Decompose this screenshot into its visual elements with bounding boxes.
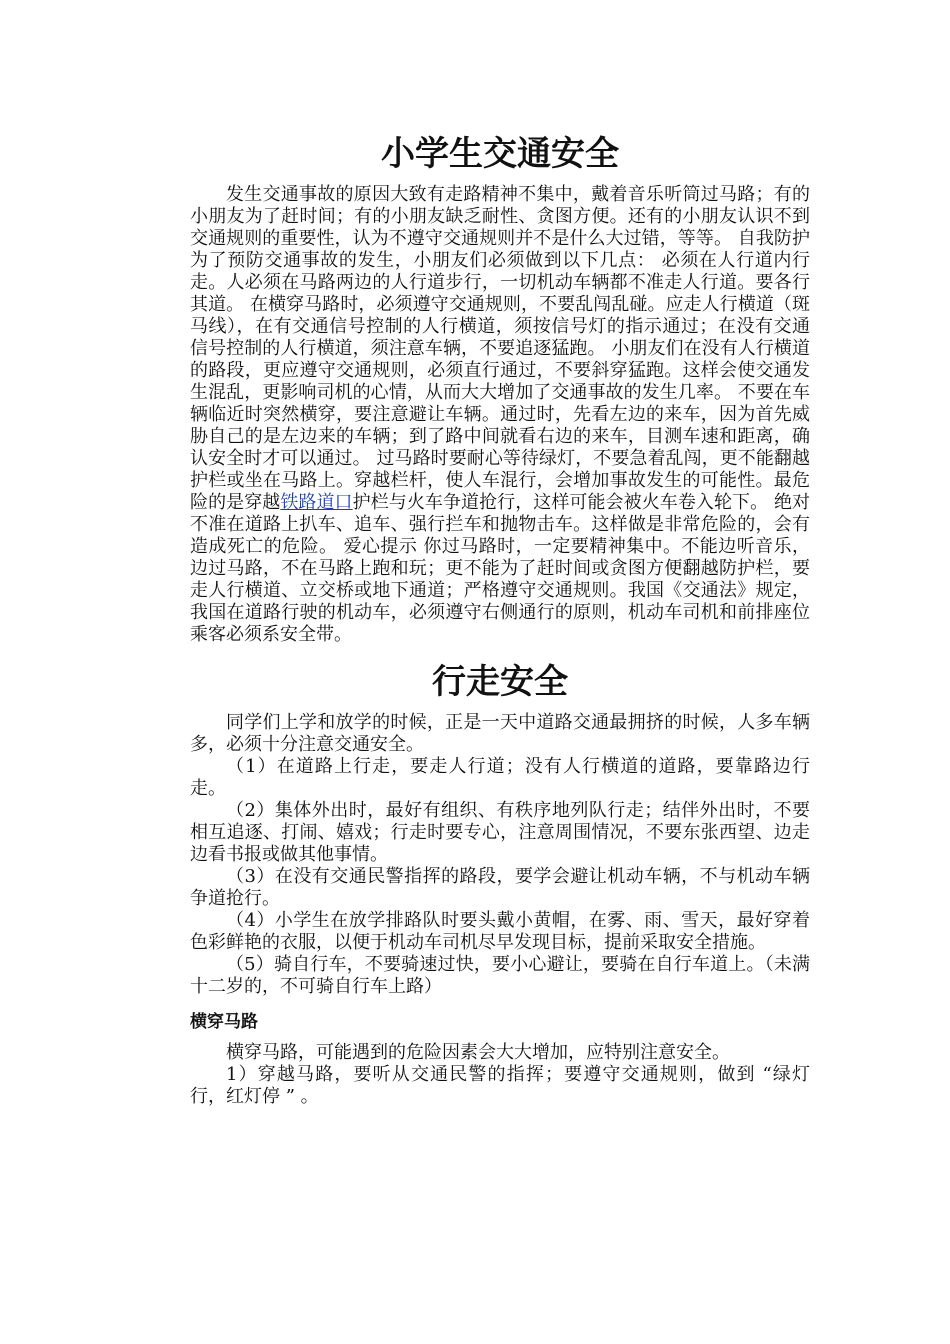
document-body bbox=[190, 128, 810, 1108]
walking-item-2: （2）集体外出时，最好有组织、有秩序地列队行走；结伴外出时，不要相互追逐、打闹、嬉戏；行走时要专心，注意周围情况，不要东张西望、边走边看书报或做其他事情。 bbox=[190, 800, 810, 865]
paragraph-text-part1: 发生交通事故的原因大致有走路精神不集中，戴着音乐听筒过马路；有的小朋友为了赶时间；有的小朋友缺乏耐性、贪图方便。还有的小朋友认识不到交通规则的重要性，认为不遵守交通规则并不是什么大过错，等等。 自我防护 为了预防交通事故的发生，小朋友们必须做到以下几点： 必须在人行道内行走。人必须在马路两边的人行道步行，一切机动车辆都不准走人行道。要各行其道。 在横穿马路时，必须遵守交通规则，不要乱闯乱碰。应走人行横道（斑马线），在有交通信号控制的人行横道，须按信号灯的指示通过；在没有交通信号控制的人行横道，须注意车辆，不要追逐猛跑。 小朋友们在没有人行横道的路段，更应遵守交通规则，必须直行通过，不要斜穿猛跑。这样会使交通发生混乱，更影响司机的心情，从而大大增加了交通事故的发生几率。 不要在车辆临近时突然横穿，要注意避让车辆。通过时，先看左边的来车，因为首先威胁自己的是左边来的车辆；到了路中间就看右边的来车，目测车速和距离，确认安全时才可以通过。 过马路时要耐心等待绿灯，不要急着乱闯，更不能翻越护栏或坐在马路上。穿越栏杆，使人车混行，会增加事故发生的可能性。最危险的是穿越 bbox=[190, 184, 810, 513]
paragraph-traffic-accidents bbox=[190, 184, 810, 646]
title-walking-safety: 行走安全 bbox=[432, 662, 568, 702]
walking-item-4: （4）小学生在放学排路队时要头戴小黄帽，在雾、雨、雪天，最好穿着色彩鲜艳的衣服，以便于机动车司机尽早发现目标，提前采取安全措施。 bbox=[190, 910, 810, 953]
paragraph-text-part2: 护栏与火车争道抢行，这样可能会被火车卷入轮下。 绝对不准在道路上扒车、追车、强行拦车和抛物击车。这样做是非常危险的，会有造成死亡的危险。 爱心提示 你过马路时，一定要精神集中。不能边听音乐，边过马路，不在马路上跑和玩；更不能为了赶时间或贪图方便翻越防护栏，要走人行横道、立交桥或地下通道；严格遵守交通规则。我国《交通法》规定，我国在道路行驶的机动车，必须遵守右侧通行的原则，机动车司机和前排座位乘客必须系安全带。 bbox=[190, 492, 811, 645]
title-traffic-safety: 小学生交通安全 bbox=[381, 134, 619, 174]
walking-intro: 同学们上学和放学的时候，正是一天中道路交通最拥挤的时候，人多车辆多，必须十分注意交通安全。 bbox=[190, 712, 810, 755]
crossing-intro: 横穿马路，可能遇到的危险因素会大大增加，应特别注意安全。 bbox=[226, 1042, 730, 1063]
walking-item-3: （3）在没有交通民警指挥的路段，要学会避让机动车辆，不与机动车辆争道抢行。 bbox=[190, 866, 810, 909]
crossing-item-1: 1）穿越马路，要听从交通民警的指挥；要遵守交通规则，做到 “绿灯行，红灯停 ” 。 bbox=[190, 1064, 810, 1107]
walking-item-1: （1）在道路上行走，要走人行道；没有人行横道的道路，要靠路边行走。 bbox=[190, 756, 810, 799]
heading-crossing-road: 横穿马路 bbox=[190, 1012, 258, 1032]
walking-item-5: （5）骑自行车，不要骑速过快，要小心避让，要骑在自行车道上。（未满十二岁的，不可骑自行车上路） bbox=[190, 954, 810, 997]
link-railway-crossing[interactable]: 铁路道口 bbox=[280, 492, 353, 513]
